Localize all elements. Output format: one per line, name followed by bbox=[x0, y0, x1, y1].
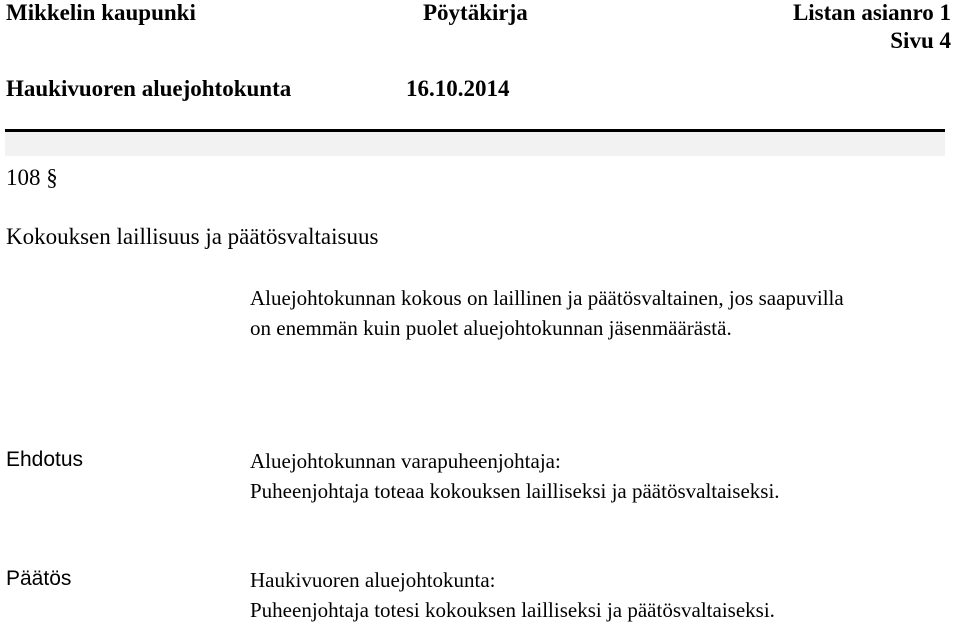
decision-line: Haukivuoren aluejohtokunta: bbox=[250, 568, 496, 592]
header-shaded-band bbox=[5, 132, 945, 156]
decision-text bbox=[250, 567, 775, 627]
proposal-line: Puheenjohtaja toteaa kokouksen lailliseksi ja päätösvaltaiseksi. bbox=[250, 479, 780, 503]
section-number: 108 § bbox=[6, 165, 58, 190]
list-item-number: Listan asianro 1 bbox=[792, 0, 951, 25]
municipality-name: Mikkelin kaupunki bbox=[6, 0, 196, 25]
decision-label: Päätös bbox=[6, 567, 72, 590]
intro-line: on enemmän kuin puolet aluejohtokunnan jäsenmäärästä. bbox=[250, 316, 732, 340]
proposal-label: Ehdotus bbox=[6, 448, 84, 471]
decision-line: Puheenjohtaja totesi kokouksen lailliseksi ja päätösvaltaiseksi. bbox=[250, 598, 775, 622]
page-number: Sivu 4 bbox=[890, 28, 951, 53]
document-type: Pöytäkirja bbox=[423, 0, 528, 25]
meeting-date: 16.10.2014 bbox=[406, 76, 510, 101]
intro-line: Aluejohtokunnan kokous on laillinen ja päätösvaltainen, jos saapuvilla bbox=[250, 286, 844, 310]
governing-body-name: Haukivuoren aluejohtokunta bbox=[6, 76, 292, 101]
section-title: Kokouksen laillisuus ja päätösvaltaisuus bbox=[6, 224, 379, 249]
intro-paragraph bbox=[250, 285, 844, 345]
proposal-line: Aluejohtokunnan varapuheenjohtaja: bbox=[250, 449, 561, 473]
proposal-text bbox=[250, 448, 780, 508]
